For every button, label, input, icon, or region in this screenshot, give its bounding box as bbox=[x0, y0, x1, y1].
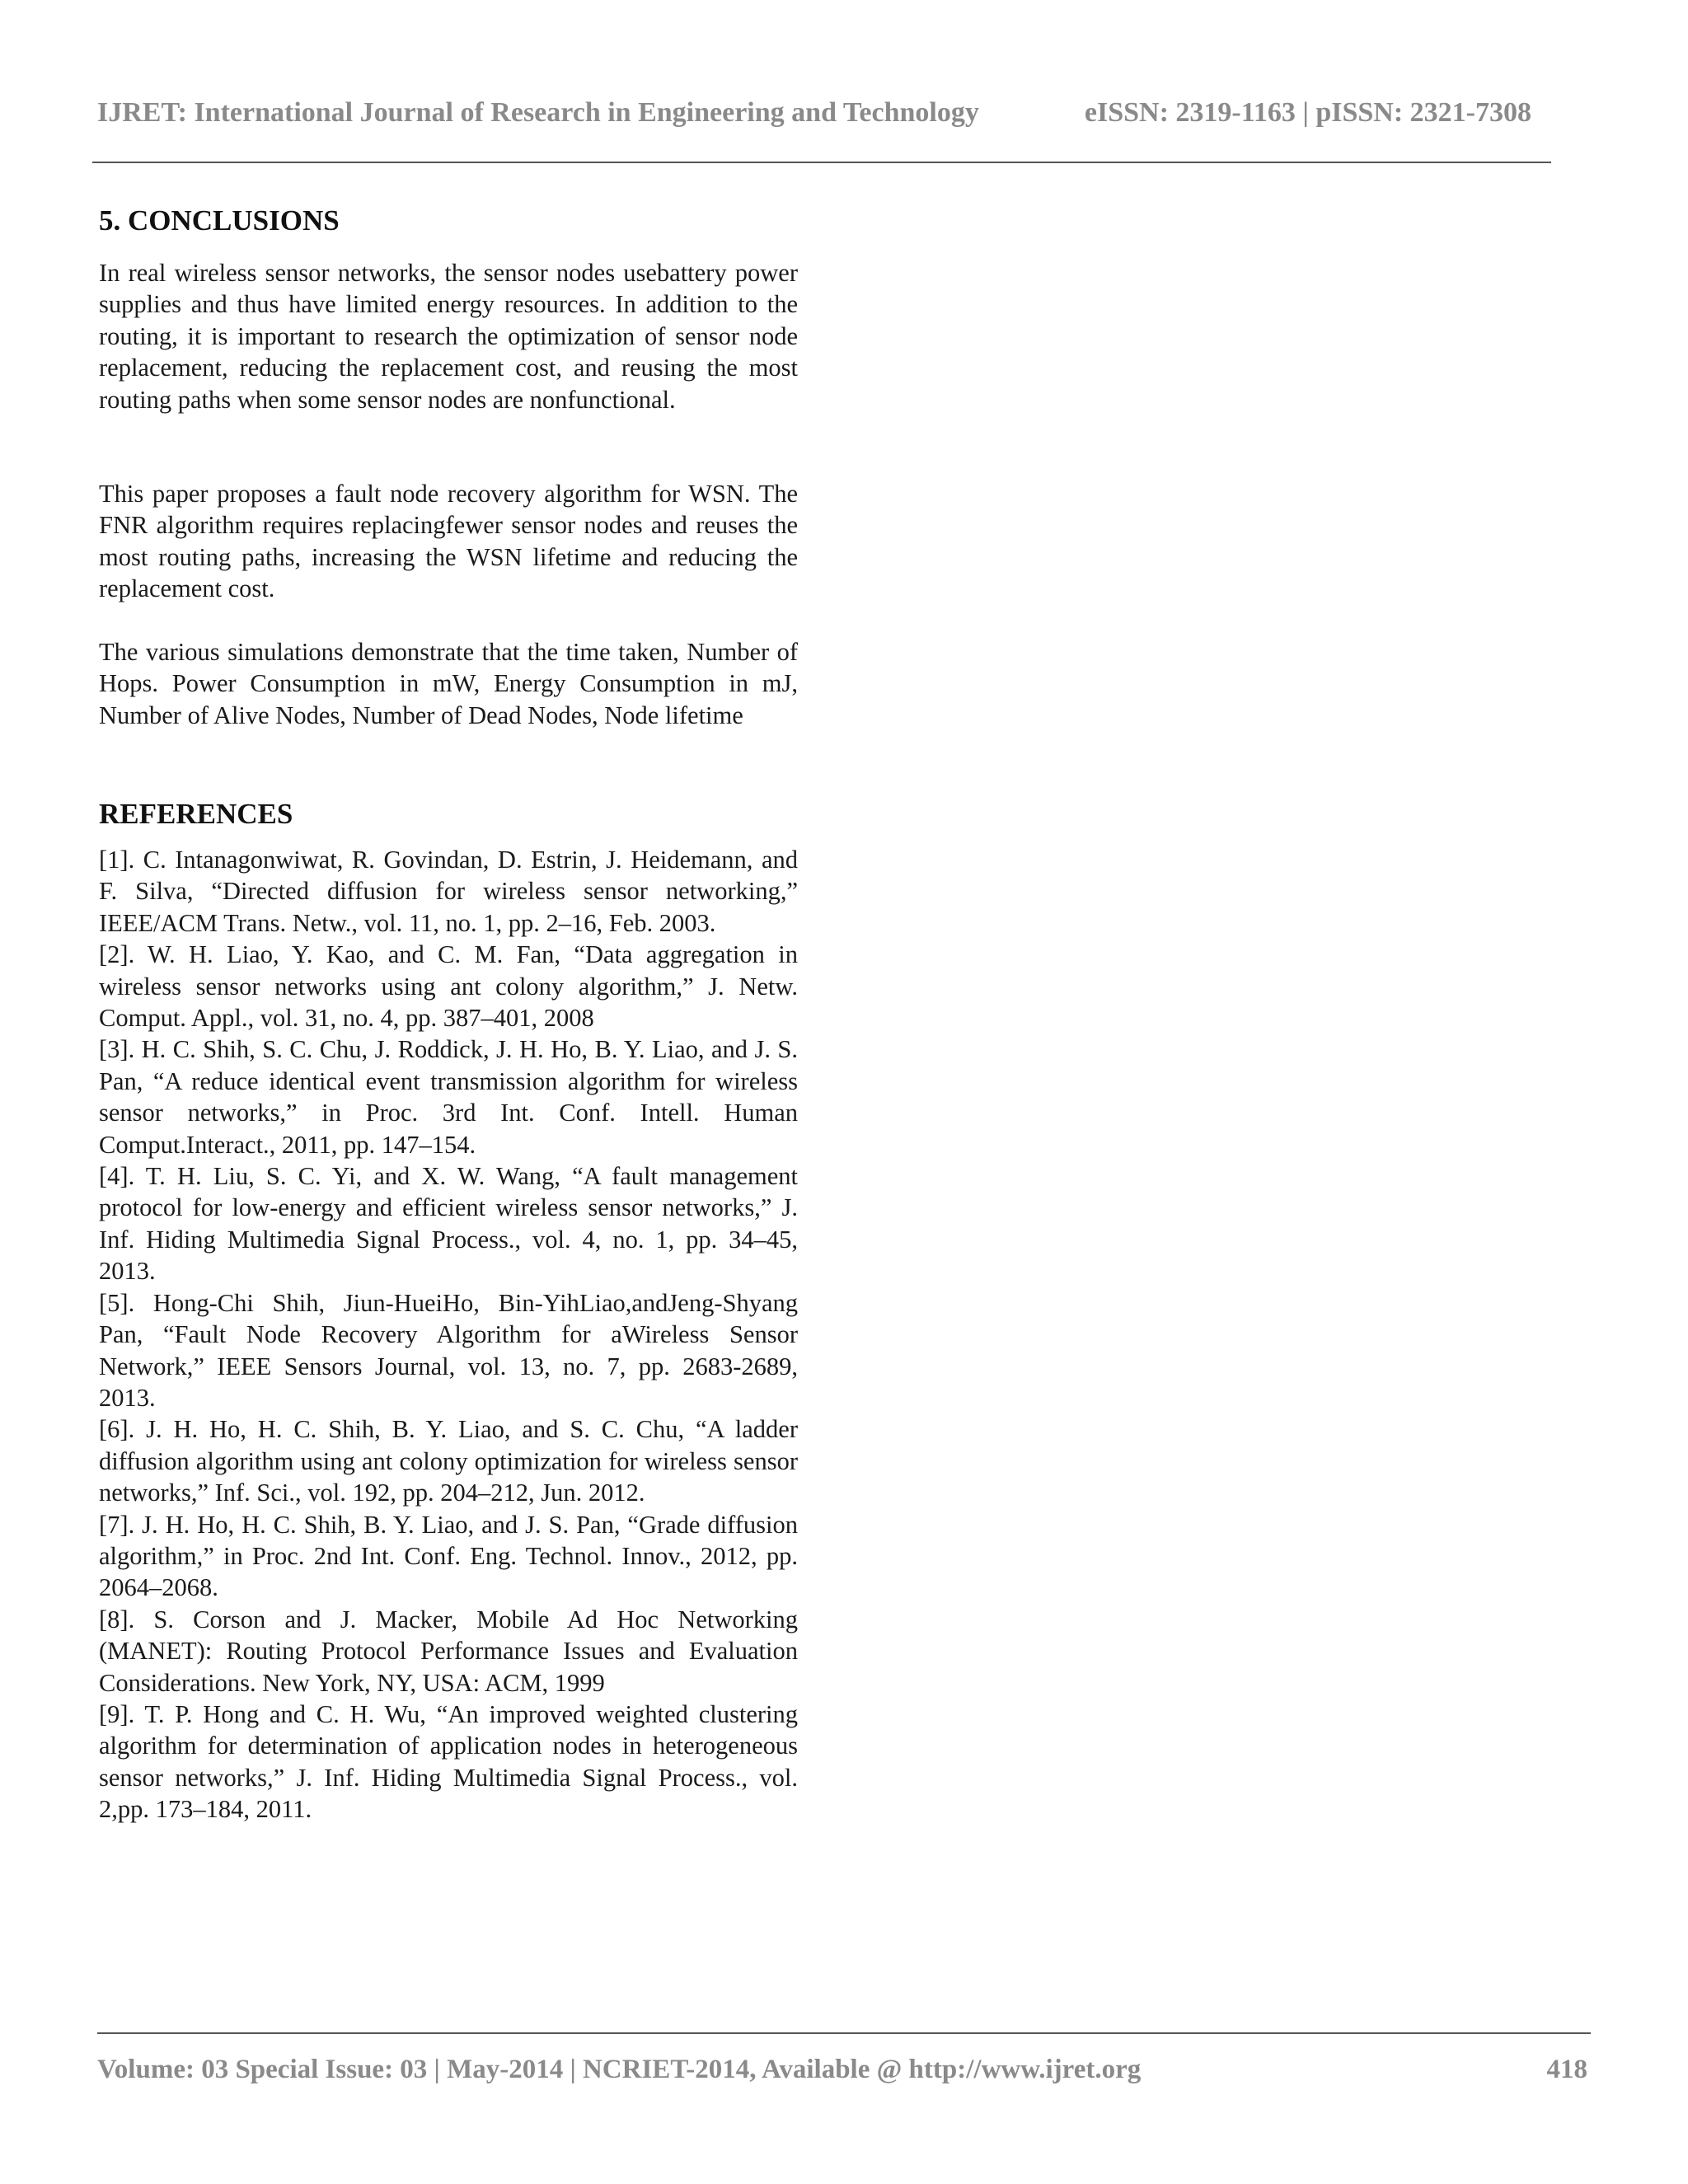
conclusions-heading: 5. CONCLUSIONS bbox=[99, 204, 340, 237]
running-footer bbox=[97, 2055, 1587, 2085]
issn-info: eISSN: 2319-1163 | pISSN: 2321-7308 bbox=[1084, 97, 1531, 128]
reference-6: [6]. J. H. Ho, H. C. Shih, B. Y. Liao, and S. C. Chu, “A ladder diffusion algorithm using ant colony optimization for wireless sensor networks,” Inf. Sci., vol. 192, pp. 204–212, Jun. 2012. bbox=[99, 1415, 798, 1507]
reference-4: [4]. T. H. Liu, S. C. Yi, and X. W. Wang, “A fault management protocol for low-energy and efficient wireless sensor networks,” J. Inf. Hiding Multimedia Signal Process., vol. 4, no. 1, pp. 34–45, 2013. bbox=[99, 1162, 798, 1286]
reference-1: [1]. C. Intanagonwiwat, R. Govindan, D. Estrin, J. Heidemann, and F. Silva, “Directed diffusion for wireless sensor networking,” IEEE/ACM Trans. Netw., vol. 11, no. 1, pp. 2–16, Feb. 2003. bbox=[99, 846, 798, 937]
running-header bbox=[97, 97, 1531, 129]
reference-5: [5]. Hong-Chi Shih, Jiun-HueiHo, Bin-YihLiao,andJeng-Shyang Pan, “Fault Node Recovery Algorithm for aWireless Sensor Network,” IEEE Sensors Journal, vol. 13, no. 7, pp. 2683-2689, 2013. bbox=[99, 1288, 798, 1412]
reference-9: [9]. T. P. Hong and C. H. Wu, “An improved weighted clustering algorithm for determination of application nodes in heterogeneous sensor networks,” J. Inf. Hiding Multimedia Signal Process., vol. 2,pp. 173–184, 2011. bbox=[99, 1699, 798, 1824]
reference-8: [8]. S. Corson and J. Macker, Mobile Ad Hoc Networking (MANET): Routing Protocol Performance Issues and Evaluation Considerations. New York, NY, USA: ACM, 1999 bbox=[99, 1605, 798, 1697]
references-heading: REFERENCES bbox=[99, 798, 293, 830]
journal-title: IJRET: International Journal of Research in Engineering and Technology bbox=[97, 97, 979, 128]
conclusions-paragraph-3: The various simulations demonstrate that the time taken, Number of Hops. Power Consumption in mW, Energy Consumption in mJ, Number of Alive Nodes, Number of Dead Nodes, Node lifetime bbox=[99, 638, 798, 729]
conclusions-paragraph-1: In real wireless sensor networks, the sensor nodes usebattery power supplies and thus have limited energy resources. In addition to the routing, it is important to research the optimization of sensor node replacement, reducing the replacement cost, and reusing the most routing paths when some sensor nodes are nonfunctional. bbox=[99, 259, 798, 414]
reference-3: [3]. H. C. Shih, S. C. Chu, J. Roddick, J. H. Ho, B. Y. Liao, and J. S. Pan, “A reduce identical event transmission algorithm for wireless sensor networks,” in Proc. 3rd Int. Conf. Intell. Human Comput.Interact., 2011, pp. 147–154. bbox=[99, 1035, 798, 1159]
reference-7: [7]. J. H. Ho, H. C. Shih, B. Y. Liao, and J. S. Pan, “Grade diffusion algorithm,” in Proc. 2nd Int. Conf. Eng. Technol. Innov., 2012, pp. 2064–2068. bbox=[99, 1510, 798, 1602]
volume-info: Volume: 03 Special Issue: 03 | May-2014 | NCRIET-2014, Available @ http://www.ijret.org bbox=[97, 2055, 1142, 2084]
reference-2: [2]. W. H. Liao, Y. Kao, and C. M. Fan, “Data aggregation in wireless sensor networks using ant colony algorithm,” J. Netw. Comput. Appl., vol. 31, no. 4, pp. 387–401, 2008 bbox=[99, 940, 798, 1033]
reference-list bbox=[99, 844, 798, 1825]
footer-rule bbox=[97, 2032, 1591, 2034]
page-number: 418 bbox=[1546, 2055, 1587, 2084]
header-rule bbox=[92, 162, 1551, 163]
conclusions-paragraph-2: This paper proposes a fault node recovery algorithm for WSN. The FNR algorithm requires replacingfewer sensor nodes and reuses the most routing paths, increasing the WSN lifetime and reducing the replacement cost. bbox=[99, 480, 798, 603]
